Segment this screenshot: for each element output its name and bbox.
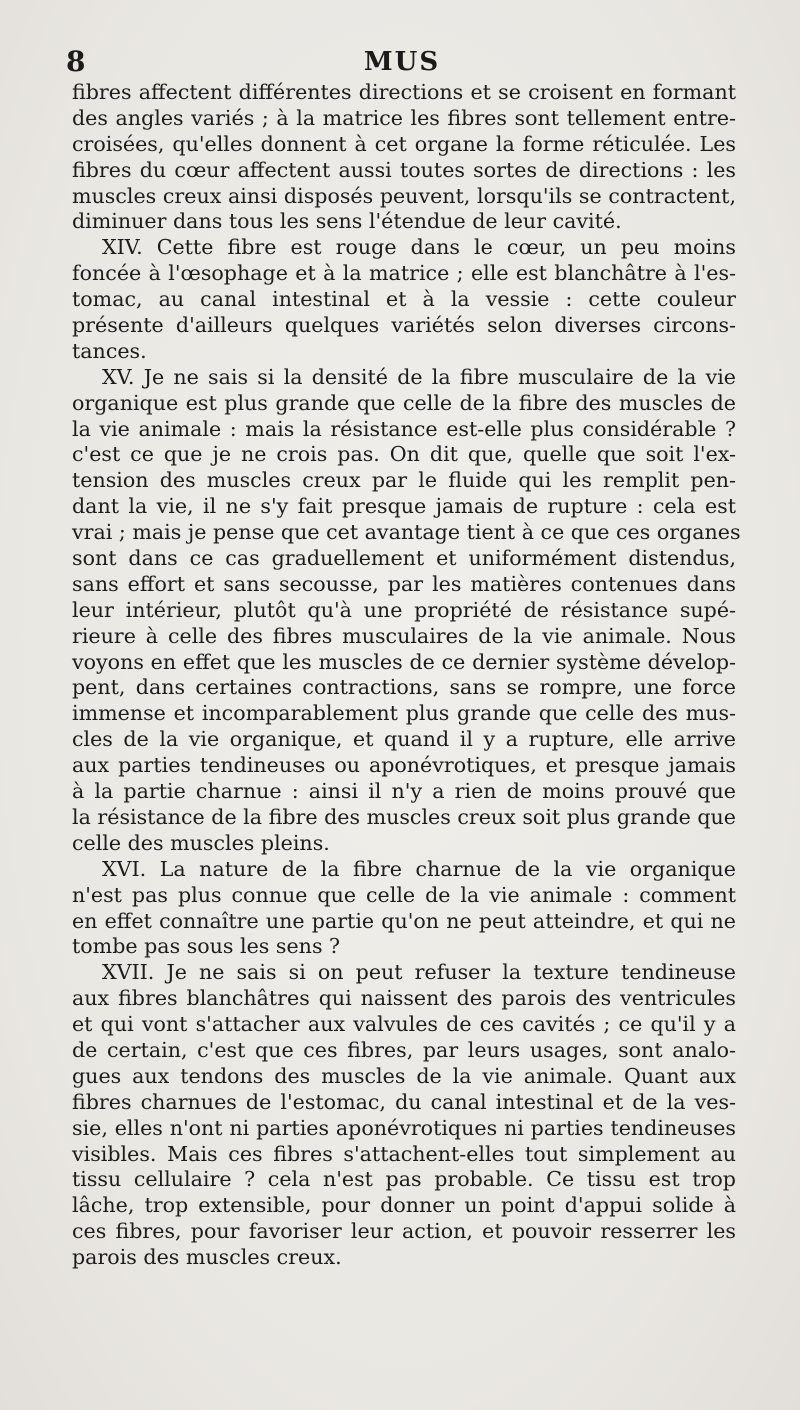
text-line: visibles. Mais ces fibres s'attachent-elles tout simplement au [72,1141,736,1166]
text-line: à la partie charnue : ainsi il n'y a rien de moins prouvé que [72,779,736,804]
text-line: de certain, c'est que ces fibres, par leurs usages, sont analo- [72,1037,736,1062]
page-header [66,44,738,84]
text-line: pent, dans certaines contractions, sans se rompre, une force [72,675,736,700]
text-line: gues aux tendons des muscles de la vie animale. Quant aux [72,1063,736,1088]
text-line: c'est ce que je ne crois pas. On dit que, quelle que soit l'ex- [72,442,736,467]
text-line: organique est plus grande que celle de la fibre des muscles de [72,390,736,415]
text-line: voyons en effet que les muscles de ce dernier système dévelop- [72,649,736,674]
text-line: sont dans ce cas graduellement et uniformément distendus, [72,546,736,571]
paragraph [72,80,736,235]
text-line: aux fibres blanchâtres qui naissent des parois des ventricules [72,986,736,1011]
text-line: XIV. Cette fibre est rouge dans le cœur, un peu moins [102,235,736,260]
text-line: dant la vie, il ne s'y fait presque jamais de rupture : cela est [72,494,736,519]
text-line: et qui vont s'attacher aux valvules de ces cavités ; ce qu'il y a [72,1012,736,1037]
text-line: tomac, au canal intestinal et à la vessie : cette couleur [72,287,736,312]
text-line: aux parties tendineuses ou aponévrotiques, et presque jamais [72,753,736,778]
text-line: immense et incomparablement plus grande que celle des mus- [72,701,736,726]
text-line: en effet connaître une partie qu'on ne peut atteindre, et qui ne [72,908,736,933]
text-line: celle des muscles pleins. [72,830,330,855]
text-line: vrai ; mais je pense que cet avantage tient à ce que ces organes [72,520,741,545]
text-line: fibres charnues de l'estomac, du canal intestinal et de la ves- [72,1089,736,1114]
paragraph [72,364,741,857]
text-line: tombe pas sous les sens ? [72,934,341,959]
text-line: lâche, trop extensible, pour donner un point d'appui solide à [72,1193,736,1218]
text-line: XVI. La nature de la fibre charnue de la vie organique [102,856,736,881]
text-line: fibres du cœur affectent aussi toutes sortes de directions : les [72,157,736,182]
text-line: foncée à l'œsophage et à la matrice ; elle est blanchâtre à l'es- [72,261,736,286]
text-line: sans effort et sans secousse, par les matières contenues dans [72,571,736,596]
text-line: diminuer dans tous les sens l'étendue de leur cavité. [72,209,622,234]
text-line: ces fibres, pour favoriser leur action, et pouvoir resserrer les [72,1219,736,1244]
text-line: tension des muscles creux par le fluide qui les remplit pen- [72,468,736,493]
text-line: des angles variés ; à la matrice les fibres sont tellement entre- [72,105,736,130]
text-line: n'est pas plus connue que celle de la vie animale : comment [72,882,736,907]
text-line: présente d'ailleurs quelques variétés selon diverses circons- [72,313,736,338]
text-line: tissu cellulaire ? cela n'est pas probable. Ce tissu est trop [72,1167,736,1192]
text-line: rieure à celle des fibres musculaires de la vie animale. Nous [72,623,736,648]
text-line: la résistance de la fibre des muscles creux soit plus grande que [72,804,736,829]
body-text [72,80,741,1271]
page-number: 8 [66,45,86,78]
paragraph [72,960,736,1271]
text-line: cles de la vie organique, et quand il y a rupture, elle arrive [72,727,736,752]
paragraph [72,857,736,961]
text-line: XV. Je ne sais si la densité de la fibre musculaire de la vie [102,364,736,389]
paragraph [72,235,736,364]
text-line: XVII. Je ne sais si on peut refuser la texture tendineuse [102,960,736,985]
text-line: tances. [72,338,147,363]
text-line: parois des muscles creux. [72,1245,342,1270]
running-title: MUS [363,47,441,77]
text-line: croisées, qu'elles donnent à cet organe la forme réticulée. Les [72,131,736,156]
text-line: la vie animale : mais la résistance est-elle plus considérable ? [72,416,736,441]
text-line: sie, elles n'ont ni parties aponévrotiques ni parties tendineuses [72,1115,736,1140]
text-line: leur intérieur, plutôt qu'à une propriété de résistance supé- [72,597,736,622]
text-line: muscles creux ainsi disposés peuvent, lorsqu'ils se contractent, [72,183,736,208]
text-line: fibres affectent différentes directions et se croisent en formant [72,80,736,104]
